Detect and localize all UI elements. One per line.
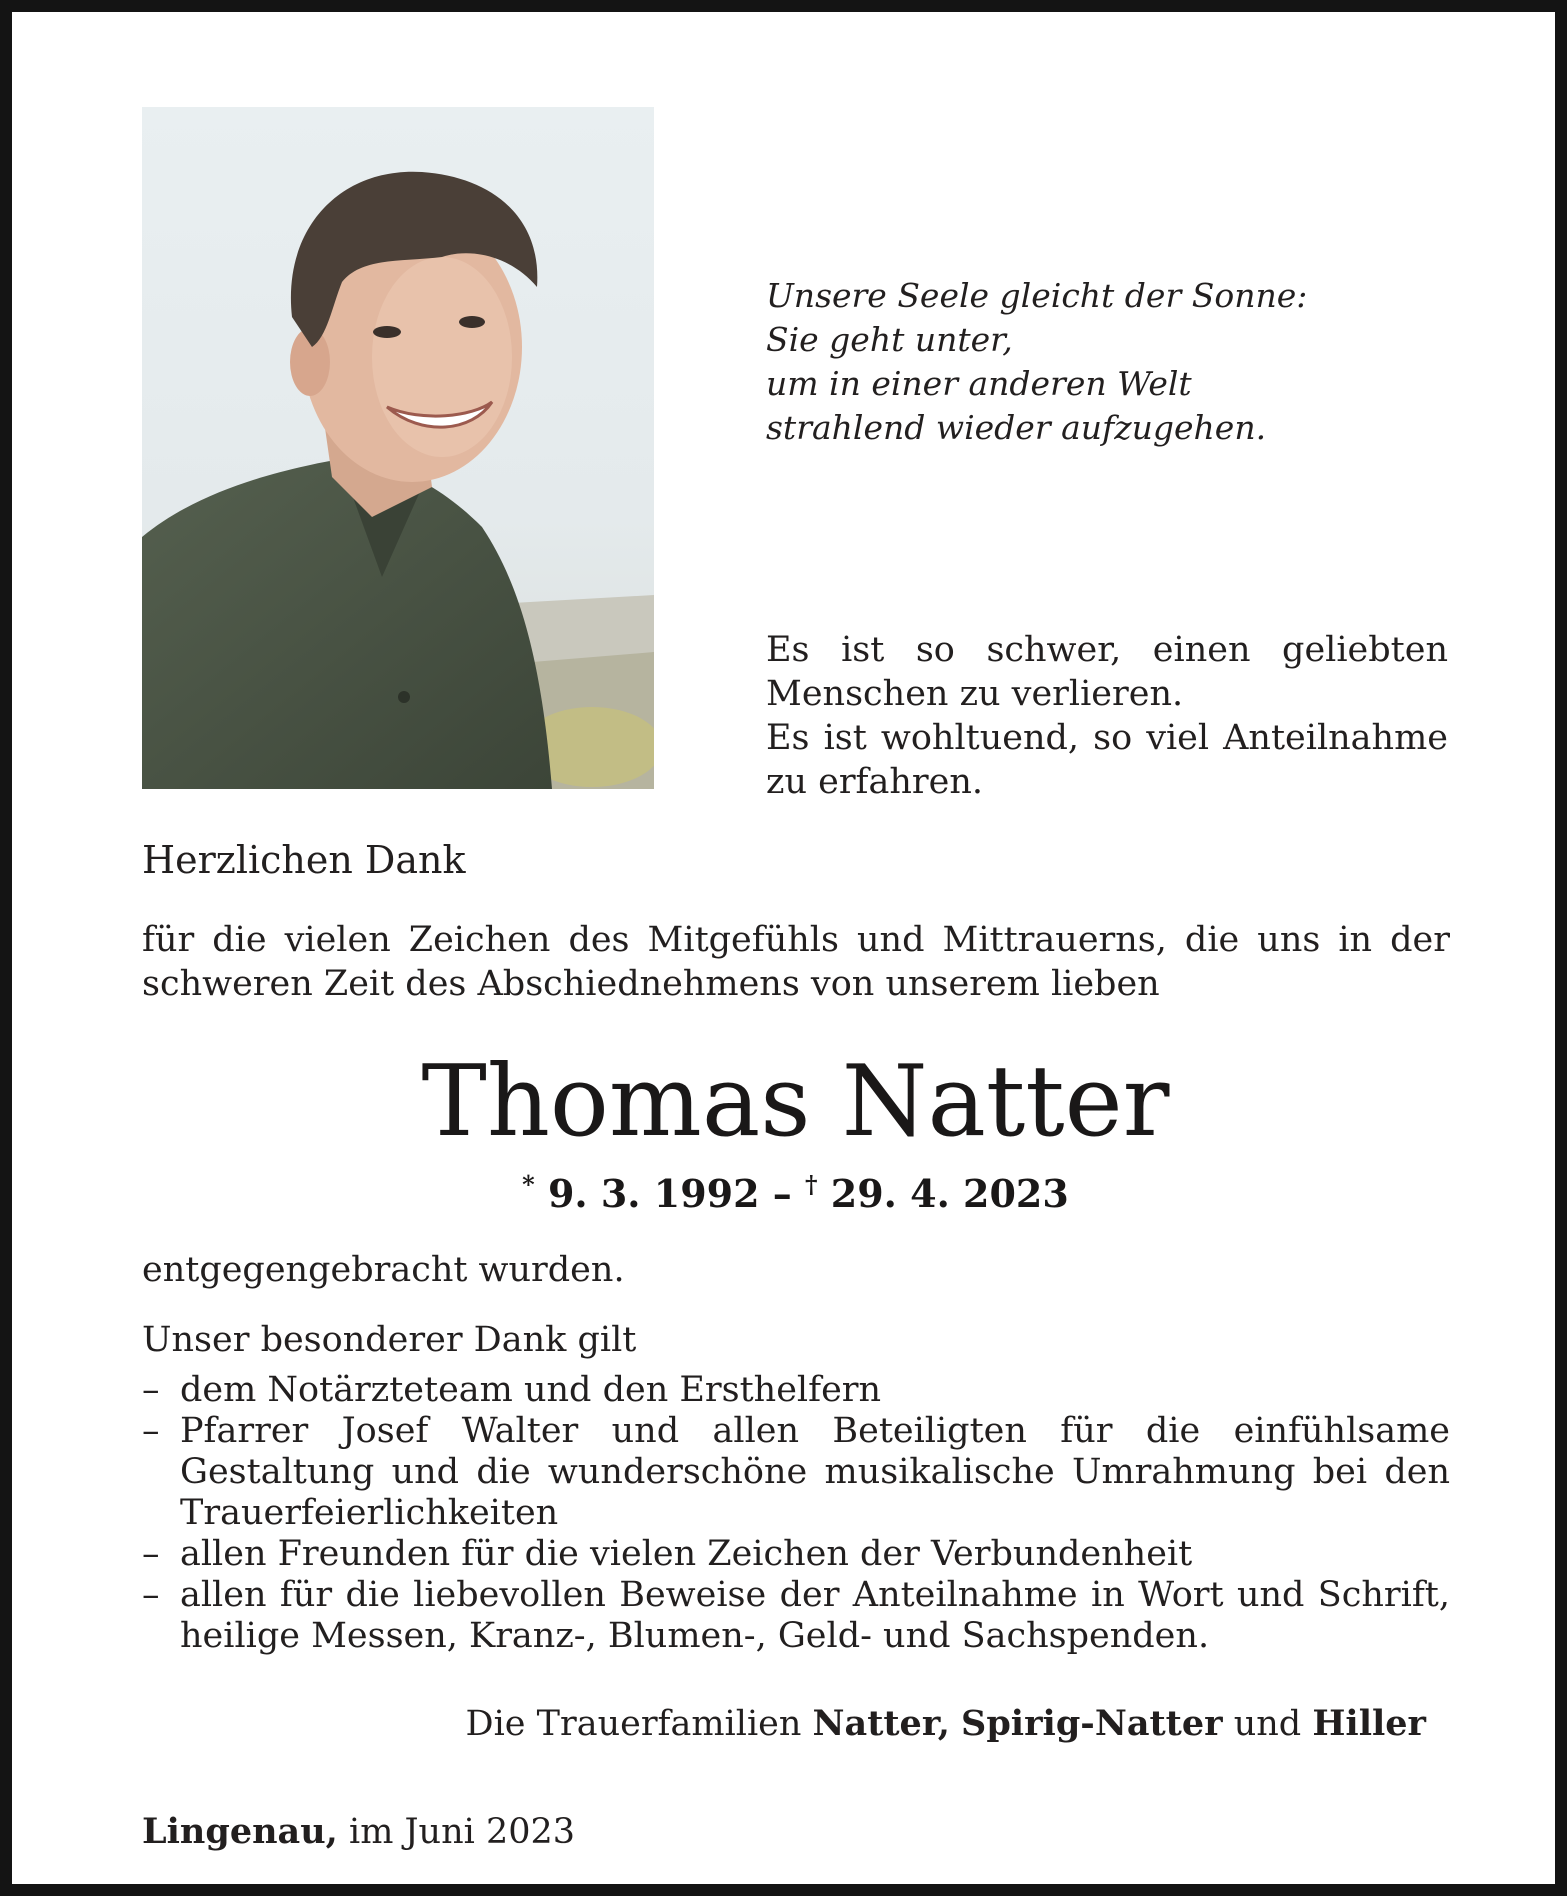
thanks-title: Herzlichen Dank [142,838,466,882]
place-date [142,1810,575,1854]
list-item-text: allen Freunden für die vielen Zeichen der Verbundenheit [180,1534,1193,1574]
death-symbol: † [805,1170,818,1199]
poem-line: Sie geht unter, [766,320,1013,359]
after-text: entgegengebracht wurden. [142,1250,625,1290]
list-item-text: allen für die liebevollen Beweise der Anteilnahme in Wort und Schrift, heilige Messen, Kranz-, Blumen-, Geld- und Sachspenden. [180,1575,1450,1656]
poem-line: Unsere Seele gleicht der Sonne: [766,276,1308,315]
list-item-text: Pfarrer Josef Walter und allen Beteiligten für die einfühlsame Gestaltung und die wunderschöne musikalische Umrahmung bei den Trauerfeierlichkeiten [180,1411,1450,1533]
family-name: Spirig-Natter [961,1703,1223,1744]
list-dash: – [142,1534,160,1574]
death-date: 29. 4. 2023 [830,1171,1069,1216]
family-name: Natter, [812,1703,950,1744]
signature-prefix: Die Trauerfamilien [465,1704,802,1744]
quote-paragraph: Es ist so schwer, einen geliebten Menschen zu verlieren. [766,630,1448,714]
list-dash: – [142,1370,160,1410]
place-town: Lingenau, [142,1811,338,1852]
life-dates [12,1160,1567,1219]
list-item [142,1411,1450,1534]
family-signature [466,1702,1426,1746]
special-thanks-title: Unser besonderer Dank gilt [142,1320,637,1360]
list-item-text: dem Notärzteteam und den Ersthelfern [180,1370,882,1410]
quote [766,628,1448,804]
list-item [142,1534,1450,1575]
poem [766,274,1466,450]
intro-text: für die vielen Zeichen des Mitgefühls und Mittrauerns, die uns in der schweren Zeit des Abschiednehmens von unserem lieben [142,920,1450,1004]
list-item [142,1575,1450,1657]
deceased-name: Thomas Natter [421,1045,1170,1159]
list-dash: – [142,1575,160,1615]
birth-symbol: * [522,1170,535,1199]
quote-paragraph: Es ist wohltuend, so viel Anteilnahme zu erfahren. [766,718,1448,802]
family-name: Hiller [1312,1703,1426,1744]
place-date-text: im Juni 2023 [349,1812,576,1852]
birth-date: 9. 3. 1992 [547,1171,760,1216]
poem-line: strahlend wieder aufzugehen. [766,408,1267,447]
poem-line: um in einer anderen Welt [766,364,1192,403]
date-separator: – [772,1171,792,1216]
list-dash: – [142,1411,160,1451]
list-item [142,1370,1450,1411]
signature-conjunction: und [1233,1704,1302,1744]
portrait-image [142,107,654,789]
portrait-photo [142,107,654,789]
thanks-list [142,1370,1450,1657]
